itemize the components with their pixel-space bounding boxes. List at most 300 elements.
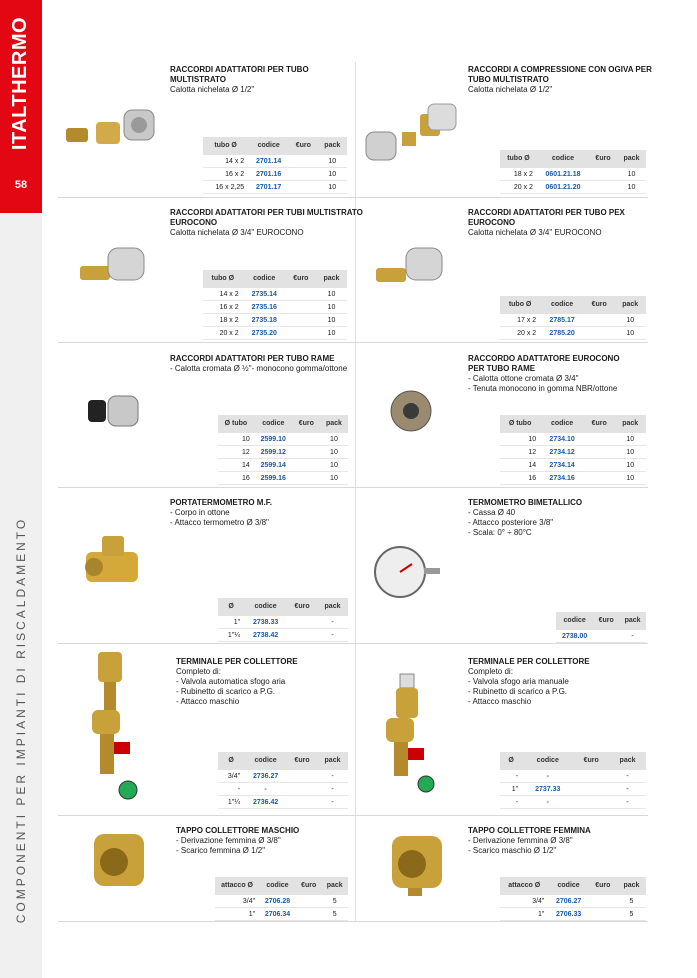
manifold-terminal-manual-image (382, 672, 446, 802)
table-header-cell: €uro (287, 752, 317, 770)
product-description: Completo di: (468, 667, 513, 676)
table-cell: 10 (320, 433, 348, 446)
product-description: - Scala: 0° ÷ 80°C (468, 528, 532, 537)
product-code: 2735.14 (243, 288, 286, 301)
product-table (500, 296, 646, 340)
table-cell (584, 459, 614, 472)
table-row (218, 629, 348, 642)
table-cell: 10 (614, 433, 646, 446)
table-cell: 20 x 2 (500, 327, 540, 340)
table-cell: 10 (316, 301, 347, 314)
product-title: EUROCONO (170, 218, 218, 227)
product-code: 2735.18 (243, 314, 286, 327)
table-cell: 10 (318, 168, 347, 181)
table-header-cell: €uro (289, 137, 317, 155)
product-code: 2701.17 (248, 181, 289, 194)
product-table (500, 150, 646, 194)
table-cell (584, 446, 614, 459)
table-header-cell: €uro (584, 296, 614, 314)
table-row (500, 327, 646, 340)
table-header-cell: €uro (584, 415, 614, 433)
product-title: RACCORDI ADATTATORI PER TUBO RAME (170, 354, 335, 363)
product-code: 2734.16 (540, 472, 584, 485)
table-cell: - (218, 783, 244, 796)
table-header-row (500, 415, 646, 433)
table-header-row (203, 270, 347, 288)
table-header-cell: tubo Ø (203, 270, 243, 288)
copper-adapter-image (84, 392, 144, 432)
product-code: 2738.33 (244, 616, 287, 629)
table-header-cell: attacco Ø (215, 877, 259, 895)
table-header-cell: Ø tubo (218, 415, 254, 433)
table-row (500, 770, 646, 783)
table-cell: 14 (500, 459, 540, 472)
table-cell: 3/4" (215, 895, 259, 908)
pex-adapter-image (372, 240, 452, 300)
table-cell (286, 314, 316, 327)
row-divider (58, 921, 648, 922)
table-cell: 12 (218, 446, 254, 459)
product-title: RACCORDI A COMPRESSIONE CON OGIVA PER (468, 65, 652, 74)
table-cell (286, 301, 316, 314)
female-manifold-cap-image (382, 828, 452, 898)
product-code: 2737.33 (522, 783, 573, 796)
product-code: 2734.12 (540, 446, 584, 459)
table-header-cell: €uro (286, 270, 316, 288)
table-cell: 10 (500, 433, 540, 446)
table-header-cell: codice (243, 270, 286, 288)
table-cell: 10 (617, 168, 646, 181)
table-row (218, 783, 348, 796)
product-table (203, 270, 347, 340)
product-table (500, 415, 646, 485)
product-code: 2738.42 (244, 629, 287, 642)
table-header-cell: pack (614, 415, 646, 433)
product-code: 2599.16 (254, 472, 293, 485)
product-code: 2599.12 (254, 446, 293, 459)
table-cell (589, 181, 617, 194)
table-row (203, 301, 347, 314)
table-cell: - (619, 630, 646, 643)
table-header-cell: codice (254, 415, 293, 433)
table-cell (589, 895, 617, 908)
product-title: PORTATERMOMETRO M.F. (170, 498, 272, 507)
table-cell: 10 (318, 181, 347, 194)
product-code: 2706.33 (548, 908, 588, 921)
product-code: 2738.00 (556, 630, 593, 643)
product-code: - (522, 796, 573, 809)
product-code: 2734.10 (540, 433, 584, 446)
table-header-cell: pack (320, 415, 348, 433)
table-cell (584, 472, 614, 485)
table-cell: - (500, 770, 522, 783)
table-cell: 16 x 2,25 (203, 181, 248, 194)
table-cell: 10 (614, 472, 646, 485)
table-cell: - (317, 616, 348, 629)
table-cell: 10 (617, 181, 646, 194)
table-header-cell: Ø (218, 598, 244, 616)
product-code: 0601.21.20 (537, 181, 589, 194)
table-header-cell: €uro (287, 598, 317, 616)
table-row (203, 314, 347, 327)
table-row (556, 630, 646, 643)
table-row (203, 155, 347, 168)
table-cell: 5 (617, 908, 646, 921)
product-code: 2785.20 (540, 327, 584, 340)
table-cell: 14 x 2 (203, 155, 248, 168)
table-row (500, 908, 646, 921)
row-divider (58, 643, 648, 644)
table-header-cell: €uro (593, 612, 619, 630)
table-cell: - (609, 770, 646, 783)
table-row (203, 168, 347, 181)
table-cell: 14 x 2 (203, 288, 243, 301)
product-title: RACCORDI ADATTATORI PER TUBI MULTISTRATO (170, 208, 363, 217)
product-description: - Attacco posteriore 3/8" (468, 518, 554, 527)
table-cell: - (609, 796, 646, 809)
product-title: TAPPO COLLETTORE FEMMINA (468, 826, 591, 835)
table-cell: 10 (320, 459, 348, 472)
table-cell: - (317, 629, 348, 642)
table-header-row (203, 137, 347, 155)
product-block (176, 657, 298, 707)
table-header-cell: pack (609, 752, 646, 770)
product-block (468, 657, 590, 707)
table-header-cell: Ø (218, 752, 244, 770)
table-row (218, 472, 348, 485)
table-header-cell: codice (259, 877, 296, 895)
product-title: RACCORDO ADATTATORE EUROCONO (468, 354, 620, 363)
product-description: - Scarico maschio Ø 1/2" (468, 846, 557, 855)
table-row (203, 327, 347, 340)
product-description: - Tenuta monocono in gomma NBR/ottone (468, 384, 618, 393)
product-description: - Valvola sfogo aria manuale (468, 677, 569, 686)
product-code: 2701.14 (248, 155, 289, 168)
table-row (500, 433, 646, 446)
table-row (218, 459, 348, 472)
product-description: - Rubinetto di scarico a P.G. (468, 687, 568, 696)
table-cell: 16 (500, 472, 540, 485)
brand-logo: ITALTHERMO (9, 16, 32, 150)
table-cell: 10 (614, 446, 646, 459)
product-title: TERMINALE PER COLLETTORE (176, 657, 298, 666)
page-number: 58 (14, 179, 28, 191)
table-cell (289, 155, 317, 168)
table-row (500, 459, 646, 472)
table-cell (287, 629, 317, 642)
table-cell: 10 (614, 327, 646, 340)
table-row (500, 446, 646, 459)
product-description: - Valvola automatica sfogo aria (176, 677, 286, 686)
table-cell: 10 (320, 472, 348, 485)
table-row (218, 616, 348, 629)
table-header-cell: codice (244, 598, 287, 616)
table-header-cell: codice (540, 415, 584, 433)
table-cell (593, 630, 619, 643)
section-title: COMPONENTI PER IMPIANTI DI RISCALDAMENTO (14, 516, 29, 924)
row-divider (58, 342, 648, 343)
table-row (218, 796, 348, 809)
table-header-row (218, 752, 348, 770)
product-code: 2706.28 (259, 895, 296, 908)
table-cell: 10 (614, 459, 646, 472)
table-cell: 10 (320, 446, 348, 459)
table-cell: 10 (614, 314, 646, 327)
table-header-cell: €uro (589, 877, 617, 895)
product-code: 0601.21.18 (537, 168, 589, 181)
table-header-cell: Ø (500, 752, 522, 770)
product-block (176, 826, 299, 856)
table-cell (286, 288, 316, 301)
table-cell: - (500, 796, 522, 809)
table-header-cell: €uro (573, 752, 609, 770)
table-cell: 14 (218, 459, 254, 472)
table-header-cell: pack (317, 598, 348, 616)
product-title: TAPPO COLLETTORE MASCHIO (176, 826, 300, 835)
product-description: - Attacco maschio (176, 697, 240, 706)
table-cell: - (317, 783, 348, 796)
product-table (218, 415, 348, 485)
product-code: 2736.27 (244, 770, 287, 783)
table-cell (287, 796, 317, 809)
male-manifold-cap-image (84, 828, 154, 892)
table-header-cell: pack (321, 877, 348, 895)
table-cell: - (317, 796, 348, 809)
product-code: 2706.27 (548, 895, 588, 908)
table-row (500, 181, 646, 194)
eurocono-adapter-image (76, 240, 156, 300)
table-cell (287, 783, 317, 796)
product-title: RACCORDI ADATTATORI PER TUBO PEX (468, 208, 625, 217)
product-description: Calotta nichelata Ø 1/2" (170, 85, 255, 94)
table-cell (293, 446, 320, 459)
product-code: 2701.16 (248, 168, 289, 181)
table-header-cell: €uro (589, 150, 617, 168)
table-header-cell: tubo Ø (203, 137, 248, 155)
eurocono-copper-image (388, 388, 434, 434)
table-header-row (556, 612, 646, 630)
table-cell (573, 796, 609, 809)
table-cell (286, 327, 316, 340)
table-header-row (215, 877, 348, 895)
table-cell: 10 (318, 155, 347, 168)
table-cell: 3/4" (218, 770, 244, 783)
table-cell: 18 x 2 (500, 168, 537, 181)
product-description: - Rubinetto di scarico a P.G. (176, 687, 276, 696)
table-header-row (500, 150, 646, 168)
table-header-row (218, 415, 348, 433)
table-header-cell: pack (316, 270, 347, 288)
table-header-cell: codice (244, 752, 287, 770)
row-divider (58, 815, 648, 816)
table-cell: 20 x 2 (203, 327, 243, 340)
table-cell: 18 x 2 (203, 314, 243, 327)
manifold-terminal-auto-image (88, 650, 152, 810)
table-header-row (218, 598, 348, 616)
table-cell: 5 (617, 895, 646, 908)
product-block (468, 65, 652, 95)
product-description: - Calotta cromata Ø ½"- monocono gomma/ottone (170, 364, 348, 373)
table-cell (573, 783, 609, 796)
table-row (500, 895, 646, 908)
table-row (215, 908, 348, 921)
product-description: Calotta nichelata Ø 3/4" EUROCONO (170, 228, 304, 237)
table-cell (293, 433, 320, 446)
product-code: 2785.17 (540, 314, 584, 327)
table-row (203, 181, 347, 194)
product-code: 2734.14 (540, 459, 584, 472)
table-header-cell: tubo Ø (500, 296, 540, 314)
table-header-cell: pack (318, 137, 347, 155)
table-cell (584, 314, 614, 327)
product-table (500, 752, 646, 809)
product-code: - (244, 783, 287, 796)
product-description: - Attacco maschio (468, 697, 532, 706)
table-header-cell: €uro (296, 877, 322, 895)
product-block (468, 826, 591, 856)
table-header-cell: €uro (293, 415, 320, 433)
table-cell (573, 770, 609, 783)
compression-fitting-image (362, 100, 462, 165)
product-code: 2735.20 (243, 327, 286, 340)
table-header-cell: codice (540, 296, 584, 314)
table-cell: - (317, 770, 348, 783)
table-row (218, 433, 348, 446)
table-cell (296, 908, 322, 921)
table-header-row (500, 752, 646, 770)
product-table (203, 137, 347, 194)
product-code: 2599.10 (254, 433, 293, 446)
table-cell: 1"¼ (218, 629, 244, 642)
product-title: MULTISTRATO (170, 75, 226, 84)
product-description: Calotta nichelata Ø 1/2" (468, 85, 553, 94)
product-title: RACCORDI ADATTATORI PER TUBO (170, 65, 309, 74)
product-code: 2599.14 (254, 459, 293, 472)
table-cell: 10 (316, 314, 347, 327)
product-block (170, 498, 272, 528)
table-row (203, 288, 347, 301)
table-cell: 1" (218, 616, 244, 629)
table-row (500, 168, 646, 181)
thermometer-holder-image (80, 532, 144, 592)
product-block (170, 208, 363, 238)
product-code: 2735.16 (243, 301, 286, 314)
table-cell: 1" (215, 908, 259, 921)
table-cell: 5 (321, 908, 348, 921)
product-description: - Corpo in ottone (170, 508, 230, 517)
table-header-cell: tubo Ø (500, 150, 537, 168)
product-description: - Scarico femmina Ø 1/2" (176, 846, 266, 855)
table-cell: 16 x 2 (203, 168, 248, 181)
table-row (500, 783, 646, 796)
table-header-cell: pack (617, 877, 646, 895)
product-block (170, 65, 309, 95)
table-row (500, 472, 646, 485)
table-cell (589, 168, 617, 181)
product-table (556, 612, 646, 643)
multistrato-adapter-image (60, 100, 160, 160)
table-cell: 3/4" (500, 895, 548, 908)
product-title: EUROCONO (468, 218, 516, 227)
product-table (218, 598, 348, 642)
table-cell (289, 168, 317, 181)
table-cell (584, 433, 614, 446)
product-table (500, 877, 646, 921)
table-cell (287, 770, 317, 783)
table-header-cell: codice (537, 150, 589, 168)
table-cell: 10 (316, 288, 347, 301)
column-divider (355, 62, 356, 921)
product-description: - Cassa Ø 40 (468, 508, 516, 517)
product-title: TERMINALE PER COLLETTORE (468, 657, 590, 666)
table-header-row (500, 296, 646, 314)
table-row (500, 796, 646, 809)
table-cell: 20 x 2 (500, 181, 537, 194)
table-cell (289, 181, 317, 194)
table-cell: 10 (218, 433, 254, 446)
product-description: - Calotta ottone cromata Ø 3/4" (468, 374, 579, 383)
table-cell: 1" (500, 783, 522, 796)
table-cell: 10 (316, 327, 347, 340)
table-header-cell: pack (614, 296, 646, 314)
table-cell: 1" (500, 908, 548, 921)
row-divider (58, 197, 648, 198)
table-cell: 16 x 2 (203, 301, 243, 314)
table-header-cell: codice (248, 137, 289, 155)
product-description: - Derivazione femmina Ø 3/8" (176, 836, 281, 845)
table-row (218, 770, 348, 783)
product-code: - (522, 770, 573, 783)
table-row (218, 446, 348, 459)
table-header-row (500, 877, 646, 895)
table-cell (589, 908, 617, 921)
product-block (468, 208, 625, 238)
product-description: Completo di: (176, 667, 221, 676)
table-cell: 12 (500, 446, 540, 459)
product-title: TUBO MULTISTRATO (468, 75, 549, 84)
table-header-cell: codice (522, 752, 573, 770)
product-title: TERMOMETRO BIMETALLICO (468, 498, 583, 507)
table-cell (296, 895, 322, 908)
table-header-cell: Ø tubo (500, 415, 540, 433)
product-block (170, 354, 347, 374)
product-description: Calotta nichelata Ø 3/4" EUROCONO (468, 228, 602, 237)
table-header-cell: codice (548, 877, 588, 895)
product-block (468, 498, 582, 538)
table-cell: 1"¼ (218, 796, 244, 809)
row-divider (58, 487, 648, 488)
table-cell (293, 472, 320, 485)
table-header-cell: pack (317, 752, 348, 770)
product-table (215, 877, 348, 921)
table-header-cell: attacco Ø (500, 877, 548, 895)
product-title: PER TUBO RAME (468, 364, 536, 373)
product-code: 2706.34 (259, 908, 296, 921)
table-row (500, 314, 646, 327)
table-header-cell: codice (556, 612, 593, 630)
table-cell: 16 (218, 472, 254, 485)
table-cell (287, 616, 317, 629)
bimetal-thermometer-image (372, 544, 442, 604)
table-cell (584, 327, 614, 340)
table-header-cell: pack (619, 612, 646, 630)
product-block (468, 354, 620, 394)
product-code: 2736.42 (244, 796, 287, 809)
table-cell: - (609, 783, 646, 796)
table-cell: 17 x 2 (500, 314, 540, 327)
table-cell: 5 (321, 895, 348, 908)
product-description: - Attacco termometro Ø 3/8" (170, 518, 269, 527)
